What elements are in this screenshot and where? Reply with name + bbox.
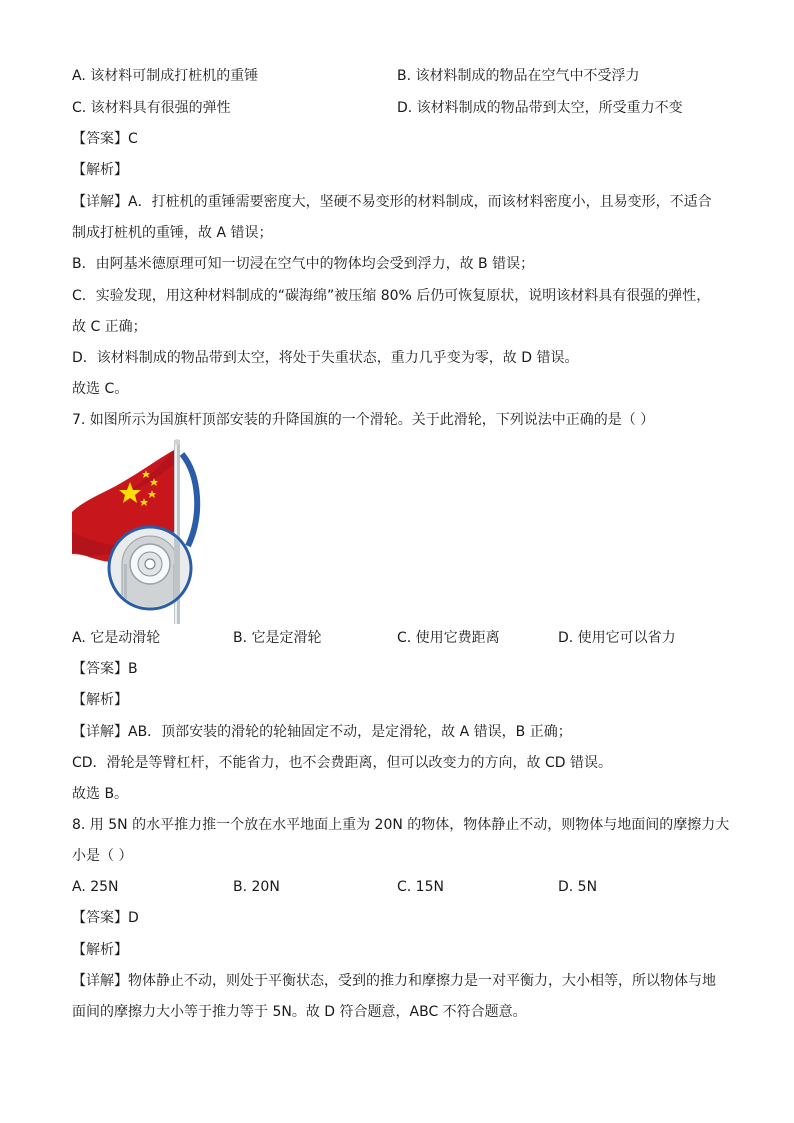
q6-option-c: C. 该材料具有很强的弹性 <box>72 100 231 116</box>
q7-option-b: B. 它是定滑轮 <box>233 630 322 646</box>
q8-answer: 【答案】D <box>72 910 139 926</box>
q7-detail-line: CD．滑轮是等臂杠杆，不能省力，也不会费距离，但可以改变力的方向，故 CD 错误。 <box>72 755 613 771</box>
q6-detail-line: C．实验发现，用这种材料制成的“碳海绵”被压缩 80% 后仍可恢复原状，说明该材料具有很强的弹性， <box>72 288 711 304</box>
q6-answer: 【答案】C <box>72 131 138 147</box>
q8-option-b: B. 20N <box>233 879 280 895</box>
q6-detail-line: 故 C 正确； <box>72 319 147 335</box>
q7-option-c: C. 使用它费距离 <box>397 630 500 646</box>
q7-detail-line: 故选 B。 <box>72 786 129 802</box>
q8-option-c: C. 15N <box>397 879 444 895</box>
q6-detail-line: D．该材料制成的物品带到太空，将处于失重状态，重力几乎变为零，故 D 错误。 <box>72 350 579 366</box>
q8-analysis-label: 【解析】 <box>72 942 128 958</box>
q6-detail-line: 【详解】A．打桩机的重锤需要密度大，坚硬不易变形的材料制成，而该材料密度小，且易变形，不适合 <box>72 194 712 210</box>
q7-stem: 7. 如图所示为国旗杆顶部安装的升降国旗的一个滑轮。关于此滑轮，下列说法中正确的是（ ） <box>72 412 655 428</box>
q6-option-b: B. 该材料制成的物品在空气中不受浮力 <box>397 68 640 84</box>
q8-detail-line: 面间的摩擦力大小等于推力等于 5N。故 D 符合题意，ABC 不符合题意。 <box>72 1004 527 1020</box>
q7-option-a: A. 它是动滑轮 <box>72 630 161 646</box>
q8-stem-line: 小是（ ） <box>72 848 133 864</box>
q6-option-d: D. 该材料制成的物品带到太空，所受重力不变 <box>397 100 683 116</box>
q7-option-d: D. 使用它可以省力 <box>558 630 676 646</box>
q6-detail-line: 故选 C。 <box>72 381 129 397</box>
q6-detail-line: B．由阿基米德原理可知一切浸在空气中的物体均会受到浮力，故 B 错误； <box>72 256 535 272</box>
q6-analysis-label: 【解析】 <box>72 162 128 178</box>
q8-option-a: A. 25N <box>72 879 119 895</box>
q7-detail-line: 【详解】AB．顶部安装的滑轮的轮轴固定不动，是定滑轮，故 A 错误，B 正确； <box>72 724 572 740</box>
q8-stem-line: 8. 用 5N 的水平推力推一个放在水平地面上重为 20N 的物体，物体静止不动，则物体与地面间的摩擦力大 <box>72 817 730 833</box>
q6-detail-line: 制成打桩机的重锤，故 A 错误； <box>72 225 273 241</box>
q8-detail-line: 【详解】物体静止不动，则处于平衡状态，受到的推力和摩擦力是一对平衡力，大小相等，所以物体与地 <box>72 973 716 989</box>
q8-option-d: D. 5N <box>558 879 598 895</box>
q7-answer: 【答案】B <box>72 661 138 677</box>
q6-option-a: A. 该材料可制成打桩机的重锤 <box>72 68 259 84</box>
q7-analysis-label: 【解析】 <box>72 692 128 708</box>
flag-pulley-figure <box>70 436 202 624</box>
